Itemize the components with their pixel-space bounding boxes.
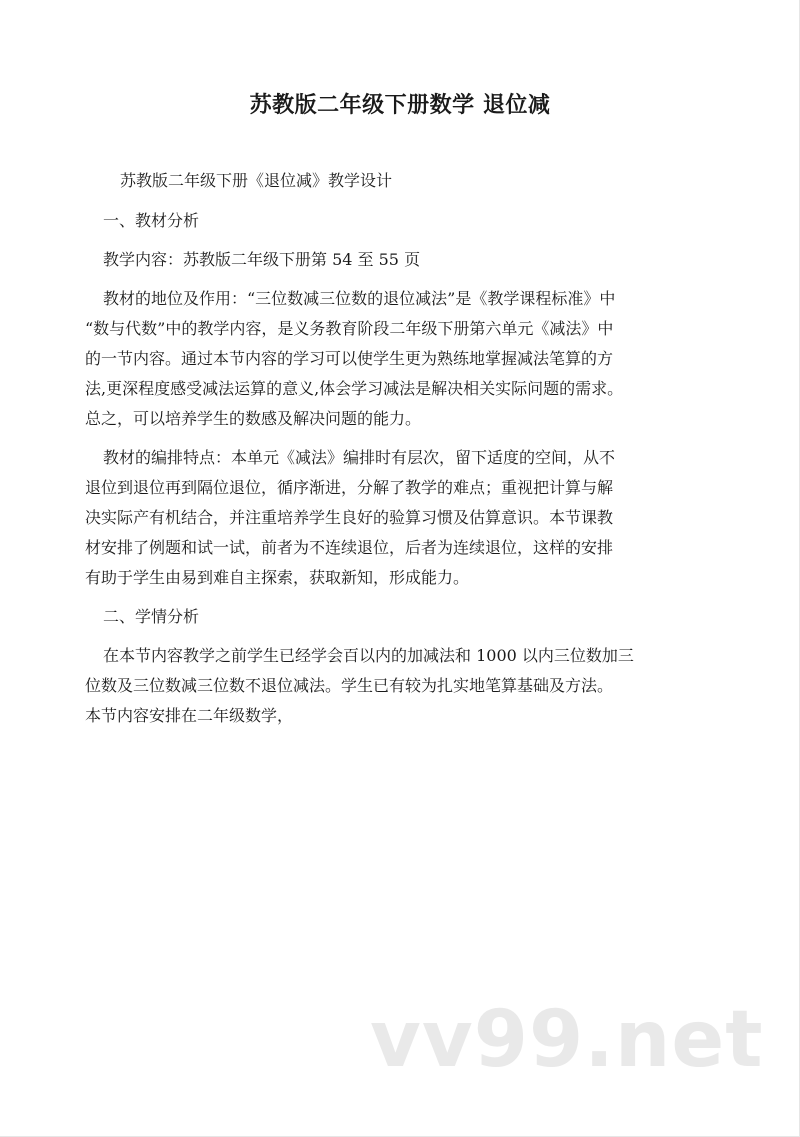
paragraph-line: 材安排了例题和试一试，前者为不连续退位，后者为连续退位，这样的安排 [85, 538, 614, 557]
paragraph-line: 本节内容安排在二年级数学， [85, 706, 294, 725]
watermark: vv99.net [370, 995, 764, 1085]
paragraph-line: 法,更深程度感受减法运算的意义,体会学习减法是解决相关实际问题的需求。 [85, 379, 624, 398]
paragraph-line: “数与代数”中的教学内容，是义务教育阶段二年级下册第六单元《减法》中 [85, 319, 614, 338]
paragraph-line: 教材的编排特点：本单元《减法》编排时有层次，留下适度的空间，从不 [103, 448, 616, 467]
paragraph-features [85, 443, 710, 593]
section-heading-1: 一、教材分析 [103, 211, 200, 230]
paragraph-line: 教材的地位及作用：“三位数减三位数的退位减法”是《教学课程标准》中 [103, 289, 616, 308]
section-heading-2: 二、学情分析 [103, 607, 200, 626]
teaching-content-line: 教学内容：苏教版二年级下册第 54 至 55 页 [103, 250, 421, 269]
paragraph-learning-analysis [85, 641, 710, 731]
paragraph-line: 在本节内容教学之前学生已经学会百以内的加减法和 1000 以内三位数加三 [103, 646, 634, 665]
subtitle: 苏教版二年级下册《退位减》教学设计 [120, 171, 393, 190]
paragraph-line: 总之，可以培养学生的数感及解决问题的能力。 [85, 409, 422, 428]
paragraph-line: 位数及三位数减三位数不退位减法。学生已有较为扎实地笔算基础及方法。 [85, 676, 614, 695]
paragraph-line: 决实际产有机结合，并注重培养学生良好的验算习惯及估算意识。本节课教 [85, 508, 614, 527]
paragraph-line: 的一节内容。通过本节内容的学习可以使学生更为熟练地掌握减法笔算的方 [85, 349, 614, 368]
document-body [85, 166, 710, 731]
document-title: 苏教版二年级下册数学 退位减 [249, 93, 551, 118]
paragraph-position [85, 284, 710, 434]
paragraph-line: 有助于学生由易到难自主探索，获取新知，形成能力。 [85, 568, 470, 587]
paragraph-line: 退位到退位再到隔位退位，循序渐进，分解了教学的难点；重视把计算与解 [85, 478, 614, 497]
